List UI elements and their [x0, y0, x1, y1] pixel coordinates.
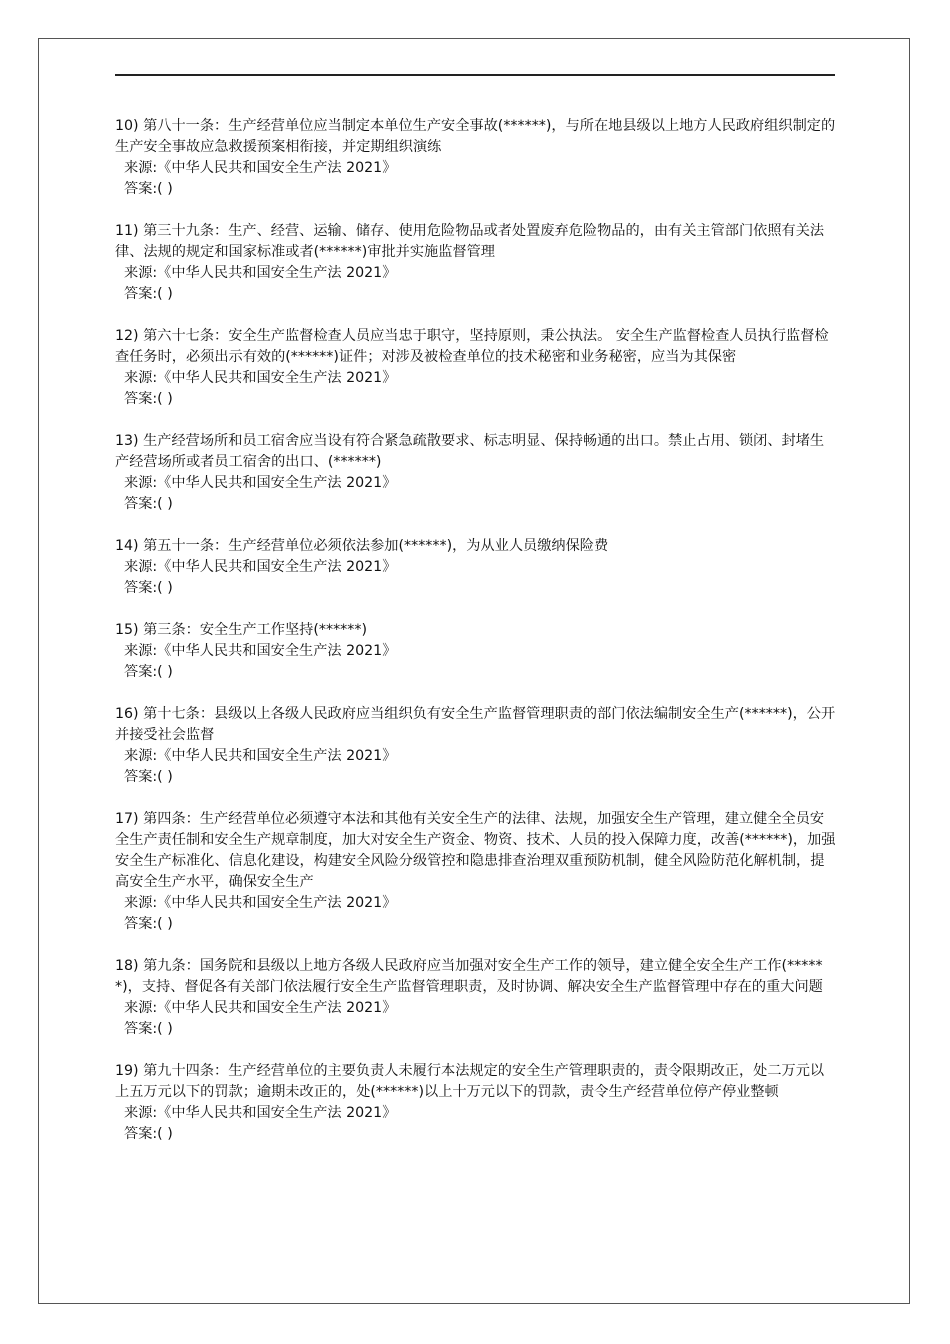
question-text: 19) 第九十四条：生产经营单位的主要负责人未履行本法规定的安全生产管理职责的，责令限期改正，处二万元以上五万元以下的罚款；逾期未改正的，处(******)以上十万元以下的罚款，责令生产经营单位停产停业整顿	[115, 1063, 825, 1100]
question-source: 来源:《中华人民共和国安全生产法 2021》	[124, 643, 397, 659]
question-answer: 答案:( )	[124, 181, 173, 197]
question-item	[115, 221, 837, 305]
question-item	[115, 704, 837, 788]
question-item	[115, 116, 837, 200]
question-answer: 答案:( )	[124, 1126, 173, 1142]
question-source: 来源:《中华人民共和国安全生产法 2021》	[124, 559, 397, 575]
question-text: 14) 第五十一条：生产经营单位必须依法参加(******)，为从业人员缴纳保险费	[115, 538, 609, 554]
question-item	[115, 431, 837, 515]
question-text: 13) 生产经营场所和员工宿舍应当设有符合紧急疏散要求、标志明显、保持畅通的出口。禁止占用、锁闭、封堵生产经营场所或者员工宿舍的出口、(******)	[115, 433, 825, 470]
question-text: 17) 第四条：生产经营单位必须遵守本法和其他有关安全生产的法律、法规，加强安全生产管理，建立健全全员安全生产责任制和安全生产规章制度，加大对安全生产资金、物资、技术、人员的投入保障力度，改善(******)，加强安全生产标准化、信息化建设，构建安全风险分级管控和隐患排查治理双重预防机制，健全风险防范化解机制，提高安全生产水平，确保安全生产	[115, 811, 836, 890]
question-answer: 答案:( )	[124, 286, 173, 302]
question-source: 来源:《中华人民共和国安全生产法 2021》	[124, 1105, 397, 1121]
question-list	[115, 116, 837, 1166]
question-item	[115, 1061, 837, 1145]
question-source: 来源:《中华人民共和国安全生产法 2021》	[124, 160, 397, 176]
header-rule	[115, 74, 835, 76]
question-answer: 答案:( )	[124, 769, 173, 785]
question-item	[115, 536, 837, 599]
question-source: 来源:《中华人民共和国安全生产法 2021》	[124, 475, 397, 491]
question-item	[115, 620, 837, 683]
question-answer: 答案:( )	[124, 664, 173, 680]
question-text: 18) 第九条：国务院和县级以上地方各级人民政府应当加强对安全生产工作的领导，建立健全安全生产工作(******)，支持、督促各有关部门依法履行安全生产监督管理职责，及时协调、解决安全生产监督管理中存在的重大问题	[115, 958, 823, 995]
question-source: 来源:《中华人民共和国安全生产法 2021》	[124, 265, 397, 281]
question-source: 来源:《中华人民共和国安全生产法 2021》	[124, 895, 397, 911]
question-text: 16) 第十七条：县级以上各级人民政府应当组织负有安全生产监督管理职责的部门依法编制安全生产(******)，公开并接受社会监督	[115, 706, 836, 743]
question-source: 来源:《中华人民共和国安全生产法 2021》	[124, 370, 397, 386]
question-text: 12) 第六十七条：安全生产监督检查人员应当忠于职守，坚持原则，秉公执法。 安全生产监督检查人员执行监督检查任务时，必须出示有效的(******)证件；对涉及被检查单位的技术秘密和业务秘密，应当为其保密	[115, 328, 829, 365]
question-answer: 答案:( )	[124, 496, 173, 512]
question-answer: 答案:( )	[124, 1021, 173, 1037]
question-text: 15) 第三条：安全生产工作坚持(******)	[115, 622, 367, 638]
question-item	[115, 326, 837, 410]
question-text: 10) 第八十一条：生产经营单位应当制定本单位生产安全事故(******)，与所在地县级以上地方人民政府组织制定的生产安全事故应急救援预案相衔接，并定期组织演练	[115, 118, 836, 155]
question-item	[115, 809, 837, 935]
question-item	[115, 956, 837, 1040]
question-text: 11) 第三十九条：生产、经营、运输、储存、使用危险物品或者处置废弃危险物品的，由有关主管部门依照有关法律、法规的规定和国家标准或者(******)审批并实施监督管理	[115, 223, 825, 260]
question-source: 来源:《中华人民共和国安全生产法 2021》	[124, 748, 397, 764]
question-source: 来源:《中华人民共和国安全生产法 2021》	[124, 1000, 397, 1016]
question-answer: 答案:( )	[124, 916, 173, 932]
question-answer: 答案:( )	[124, 391, 173, 407]
question-answer: 答案:( )	[124, 580, 173, 596]
